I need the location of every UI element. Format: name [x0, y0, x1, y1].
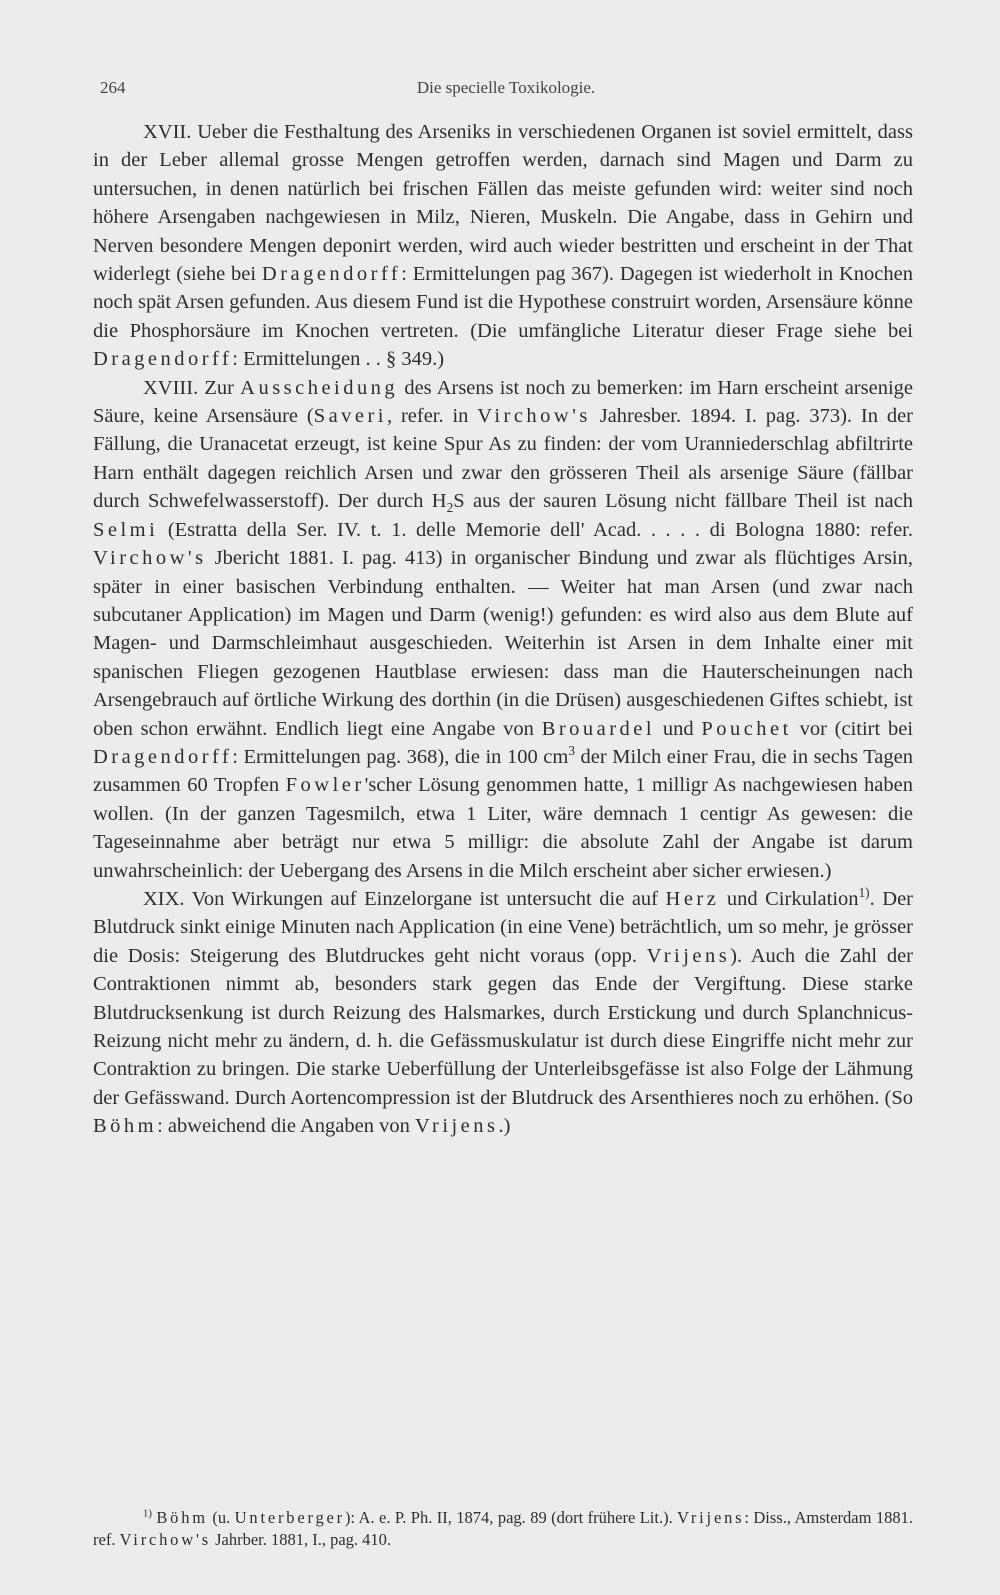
spaced-name: Dragendorff	[93, 348, 233, 371]
text-run: der Milch einer Frau, die in sechs Tagen zusammen 60 Tropfen	[93, 745, 913, 797]
text-run: XVII. Ueber die Festhaltung des Arseniks in verschiedenen Organen ist soviel ermittelt, dass in der Leber allemal grosse Mengen getroffen werden, darnach sind Magen und Darm zu untersuchen, in denen natürlich bei frischen Fällen das meiste gefunden wird: weiter sind noch höhere Arsengaben nachgewiesen in Milz, Nieren, Muskeln. Die Angabe, dass in Gehirn und Nerven besondere Mengen deponirt werden, wird auch wieder bestritten und erscheint in der That widerlegt (siehe bei	[93, 121, 913, 286]
text-run: und	[655, 717, 702, 740]
spaced-name: Böhm	[156, 1508, 208, 1527]
spaced-name: Dragendorff	[261, 263, 402, 286]
paragraph-xvii	[93, 118, 913, 374]
text-run: : Ermittelungen pag 367). Dagegen ist wiederholt in Knochen noch spät Arsen gefunden. Aus diesem Fund ist die Hypothese construirt worden, Arsensäure könne die Phosphorsäure im Knochen vertreten. (Die umfängliche Literatur dieser Frage siehe bei	[93, 263, 913, 342]
spaced-name: Saveri	[313, 405, 387, 428]
page-header	[100, 78, 912, 104]
text-run: : Ermittelungen pag. 368), die in 100 cm	[232, 745, 569, 768]
text-run: : abweichend die Angaben von	[157, 1115, 415, 1138]
spaced-name: Ausscheidung	[240, 376, 399, 399]
text-run: (Estratta della Ser. IV. t. 1. delle Memorie dell' Acad. . . . . di Bologna 1880: refer.	[158, 518, 913, 541]
spaced-name: Vrijens	[677, 1508, 745, 1527]
text-run: . Der Blutdruck sinkt einige Minuten nach Application (in eine Vene) beträchtlich, um so mehr, je grösser die Dosis: Steigerung des Blutdruckes geht nicht voraus (opp.	[93, 887, 913, 967]
text-run: Jahresber. 1894. I. pag. 373). In der Fällung, die Uranacetat erzeugt, ist keine Spur As zu finden: der vom Uranniederschlag abfiltrirte Harn enthält dagegen reichlich Arsen und zwar den grösseren Theil als arsenige Säure (fällbar durch Schwefelwasserstoff). Der durch H	[93, 405, 914, 513]
spaced-name: Virchow's	[119, 1530, 211, 1549]
spaced-name: Virchow's	[477, 405, 591, 428]
text-run: 'scher Lösung genommen hatte, 1 milligr As nachgewiesen haben wollen. (In der ganzen Tagesmilch, etwa 1 Liter, wäre demnach 1 centigr As gewesen: die Tageseinnahme aber beträgt nur etwa 5 milligr: die absolute Zahl der Angabe ist darum unwahrscheinlich: der Uebergang des Arsens in die Milch erscheint aber sicher erwiesen.)	[93, 774, 913, 882]
spaced-name: Herz	[665, 887, 720, 910]
paragraph-xix	[93, 885, 913, 1141]
spaced-name: Dragendorff	[93, 745, 233, 768]
spaced-name: Vrijens	[646, 944, 731, 967]
spaced-name: Fowler	[285, 774, 365, 797]
spaced-name: Brouardel	[541, 717, 656, 740]
text-run: XIX. Von Wirkungen auf Einzelorgane ist untersucht die auf	[143, 887, 666, 910]
footnotes	[93, 1507, 913, 1551]
text-run: des Arsens ist noch zu bemerken: im Harn erscheint arsenige Säure, keine Arsensäure (	[93, 376, 913, 428]
text-run: : Ermittelungen . . § 349.)	[232, 348, 445, 371]
body-text	[93, 118, 913, 1141]
subscript: 2	[446, 500, 454, 516]
text-run: : Diss., Amsterdam 1881. ref.	[93, 1508, 914, 1549]
text-run: Jahrber. 1881, I., pag. 410.	[210, 1530, 392, 1549]
text-run: S aus der sauren Lösung nicht fällbare Theil ist nach	[453, 490, 913, 513]
text-run: .)	[498, 1115, 511, 1138]
spaced-name: Selmi	[93, 518, 159, 541]
text-run: und Cirkulation	[719, 887, 859, 910]
spaced-name: Pouchet	[701, 717, 792, 740]
spaced-name: Virchow's	[93, 547, 207, 570]
text-run: ): A. e. P. Ph. II, 1874, pag. 89 (dort frühere Lit.).	[344, 1508, 678, 1527]
text-run: , refer. in	[386, 405, 478, 428]
spaced-name: Vrijens	[414, 1115, 499, 1138]
page-number: 264	[100, 78, 126, 97]
text-run: ). Auch die Zahl der Contraktionen nimmt ab, besonders stark gegen das Ende der Vergiftung. Diese starke Blutdrucksenkung ist durch Reizung des Halsmarkes, durch Erstickung und durch Splanchnicus-Reizung nicht mehr zu ändern, d. h. die Gefässmuskulatur ist durch diese Eingriffe nicht mehr zur Contraktion zu bringen. Die starke Ueberfüllung der Unterleibsgefässe ist also Folge der Lähmung der Gefässwand. Durch Aortencompression ist der Blutdruck des Arsenthieres noch zu erhöhen. (So	[93, 944, 914, 1109]
superscript: 1)	[858, 885, 870, 901]
spaced-name: Böhm	[93, 1115, 158, 1138]
spaced-name: Unterberger	[234, 1508, 345, 1527]
footnote-1	[93, 1507, 913, 1551]
text-run: Jbericht 1881. I. pag. 413) in organischer Bindung und zwar als flüchtiges Arsin, später in einer basischen Verbindung enthalten. — Weiter hat man Arsen (und zwar nach subcutaner Application) im Magen und Darm (wenig!) gefunden: es wird also aus dem Blute auf Magen- und Darmschleimhaut ausgeschieden. Weiterhin ist Arsen in dem Inhalte einer mit spanischen Fliegen gezogenen Hautblase erwiesen: dass man die Hauterscheinungen nach Arsengebrauch auf örtliche Wirkung des dorthin (in die Drüsen) ausgeschiedenen Giftes schiebt, ist oben schon erwähnt. Endlich liegt eine Angabe von	[93, 547, 913, 740]
text-run: vor (citirt bei	[791, 717, 914, 740]
superscript: 1)	[143, 1507, 152, 1520]
paragraph-xviii	[93, 374, 913, 885]
superscript: 3	[568, 743, 575, 759]
text-run: (u.	[207, 1508, 235, 1527]
running-title: Die specielle Toxikologie.	[416, 78, 596, 97]
text-run: XVIII. Zur	[143, 376, 241, 399]
